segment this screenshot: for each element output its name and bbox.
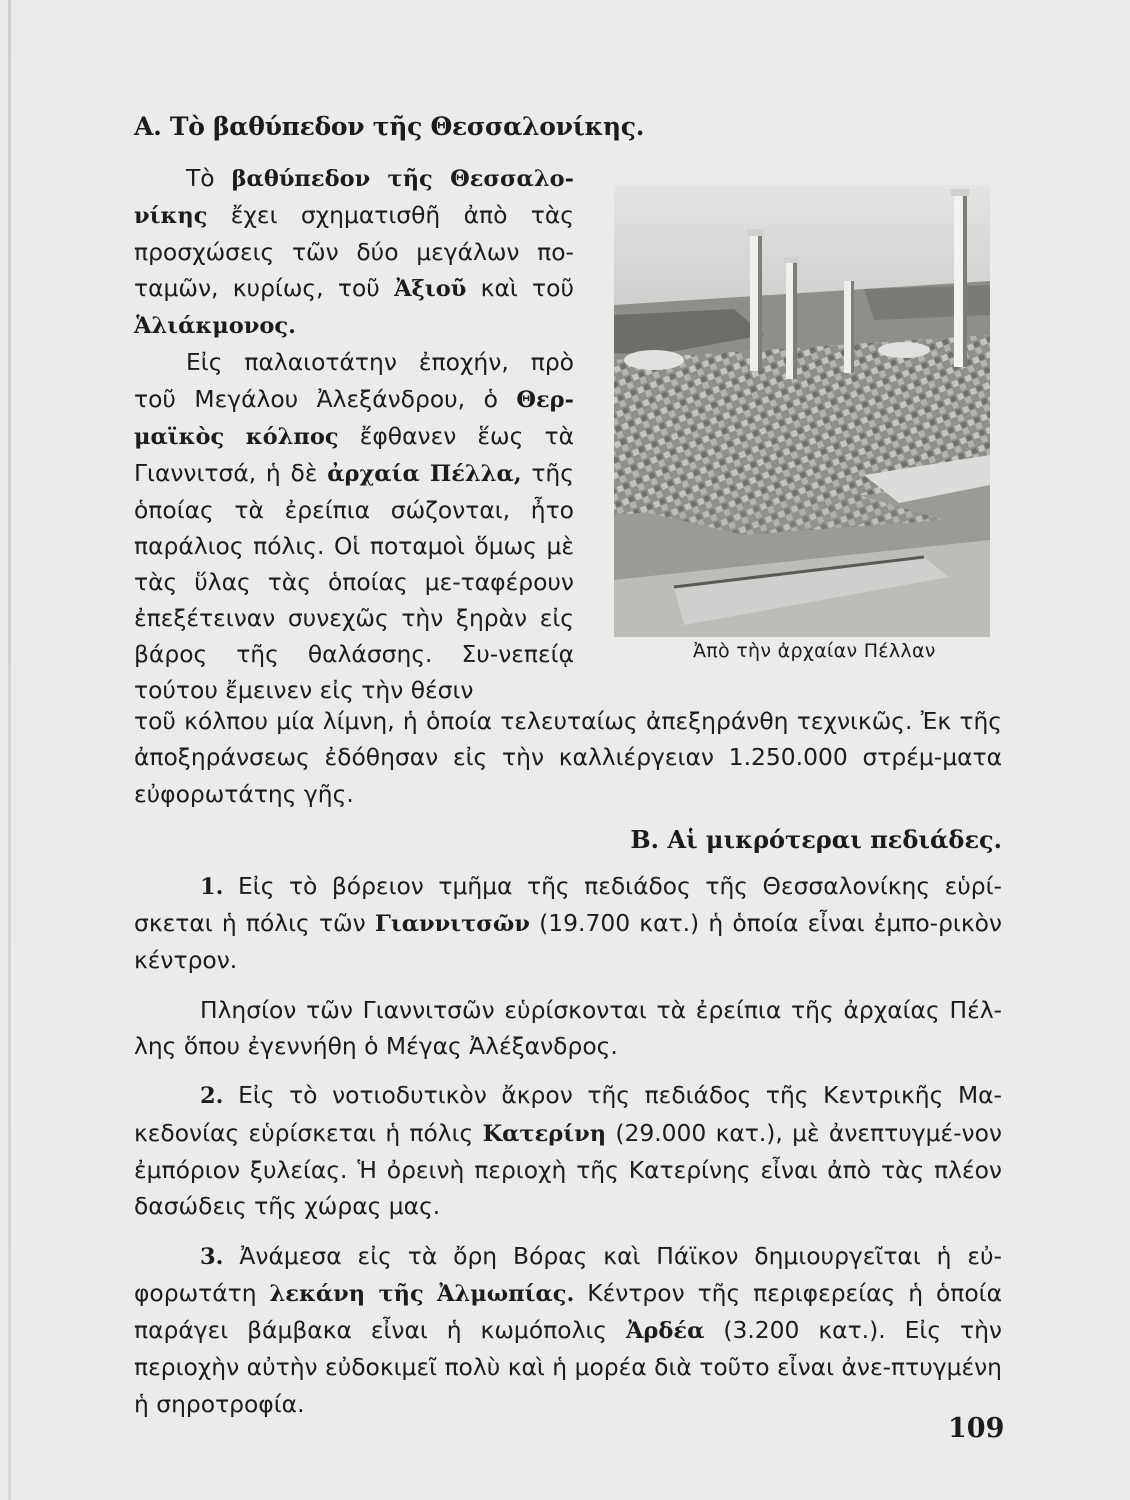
item-number: 1. — [200, 873, 224, 900]
full-width-text — [134, 703, 1002, 1422]
item-number: 2. — [200, 1083, 224, 1110]
paragraph-item-2: 2. Εἰς τὸ νοτιοδυτικὸν ἄκρον τῆς πεδιάδος τῆς Κεντρικῆς Μα-κεδονίας εὑρίσκεται ἡ πόλις Κατερίνη (29.000 κατ.), μὲ ἀνεπτυγμέ-νον ἐμπόριον ξυλείας. Ἡ ὀρεινὴ περιοχὴ τῆς Κατερίνης εἶναι ἀπὸ τὰς πλέον δασώδεις τῆς χώρας μας. — [134, 1081, 1002, 1221]
paragraph-gulf: Εἰς παλαιοτάτην ἐποχήν, πρὸ τοῦ Μεγάλου Ἀλεξάνδρου, ὁ Θερ-μαϊκὸς κόλπος ἔφθανεν ἕως τὰ Γιαννιτσά, ἡ δὲ ἀρχαία Πέλλα, τῆς ὁποίας τὰ ἐρείπια σώζονται, ἦτο παράλιος πόλις. Οἱ ποταμοὶ ὅμως μὲ τὰς ὕλας τὰς ὁποίας με-ταφέρουν ἐπεξέτειναν συνεχῶς τὴν ξηρὰν εἰς βάρος τῆς θαλάσσης. Συ-νεπείᾳ τούτου ἔμεινεν εἰς τὴν θέσιν — [134, 348, 574, 705]
paragraph-pella: Πλησίον τῶν Γιαννιτσῶν εὑρίσκονται τὰ ἐρείπια τῆς ἀρχαίας Πέλ-λης ὅπου ἐγεννήθη ὁ Μέγας Ἀλέξανδρος. — [134, 995, 1002, 1061]
section-heading-b: Β. Αἱ μικρότεραι πεδιάδες. — [630, 824, 1002, 854]
paragraph-item-3: 3. Ἀνάμεσα εἰς τὰ ὄρη Βόρας καὶ Πάϊκον δημιουργεῖται ἡ εὐ-φορωτάτη λεκάνη τῆς Ἀλμωπίας. Κέντρον τῆς περιφερείας ἡ ὁποία παράγει βάμβακα εἶναι ἡ κωμόπολις Ἀρδέα (3.200 κατ.). Εἰς τὴν περιοχὴν αὐτὴν εὐδοκιμεῖ πολὺ καὶ ἡ μορέα διὰ τοῦτο εἶναι ἀνε-πτυγμένη ἡ σηροτροφία. — [134, 1241, 1002, 1418]
item-number: 3. — [200, 1243, 224, 1270]
bold-term: Ἀρδέα — [625, 1318, 705, 1345]
bold-term: νίκης — [134, 203, 208, 230]
bold-term: Ἀξιοῦ — [394, 276, 467, 303]
paragraph-continuation: τοῦ κόλπου μία λίμνη, ἡ ὁποία τελευταίως ἀπεξηράνθη τεχνικῶς. Ἐκ τῆς ἀποξηράνσεως ἐδόθησαν εἰς τὴν καλλιέργειαν 1.250.000 στρέμ-ματα εὐφορωτάτης γῆς. — [134, 707, 1002, 808]
paragraph-delta: Τὸ βαθύπεδον τῆς Θεσσαλο- νίκης ἔχει σχηματισθῆ ἀπὸ τὰς προσχώσεις τῶν δύο μεγάλων πο-ταμῶν, κυρίως, τοῦ Ἀξιοῦ καὶ τοῦ Ἁλιάκμονος. — [134, 164, 574, 340]
page-number: 109 — [948, 1413, 1005, 1444]
bold-term: Γιαννιτσῶν — [374, 911, 530, 938]
bold-term: λεκάνη τῆς Ἀλμωπίας. — [269, 1280, 575, 1307]
bold-term: βαθύπεδον τῆς Θεσσαλο- — [231, 166, 574, 192]
bold-term: Ἁλιάκμονος. — [134, 313, 296, 340]
page-edge — [8, 0, 11, 1500]
heading-b-row — [134, 812, 1002, 868]
paragraph-item-1: 1. Εἰς τὸ βόρειον τμῆμα τῆς πεδιάδος τῆς Θεσσαλονίκης εὑρί-σκεται ἡ πόλις τῶν Γιαννιτσῶν (19.700 κατ.) ἡ ὁποία εἶναι ἐμπο-ρικὸν κέντρον. — [134, 871, 1002, 975]
pella-ruins-photo — [614, 185, 990, 637]
bold-term: Κατερίνη — [482, 1120, 607, 1147]
section-heading-a: Α. Τὸ βαθύπεδον τῆς Θεσσαλονίκης. — [134, 112, 645, 141]
left-column-text — [134, 160, 574, 708]
bold-term: ἀρχαία Πέλλα, — [327, 460, 522, 487]
photo-caption: Ἀπὸ τὴν ἀρχαίαν Πέλλαν — [693, 640, 936, 662]
bold-term: Θερ-μαϊκὸς κόλπος — [134, 386, 574, 450]
